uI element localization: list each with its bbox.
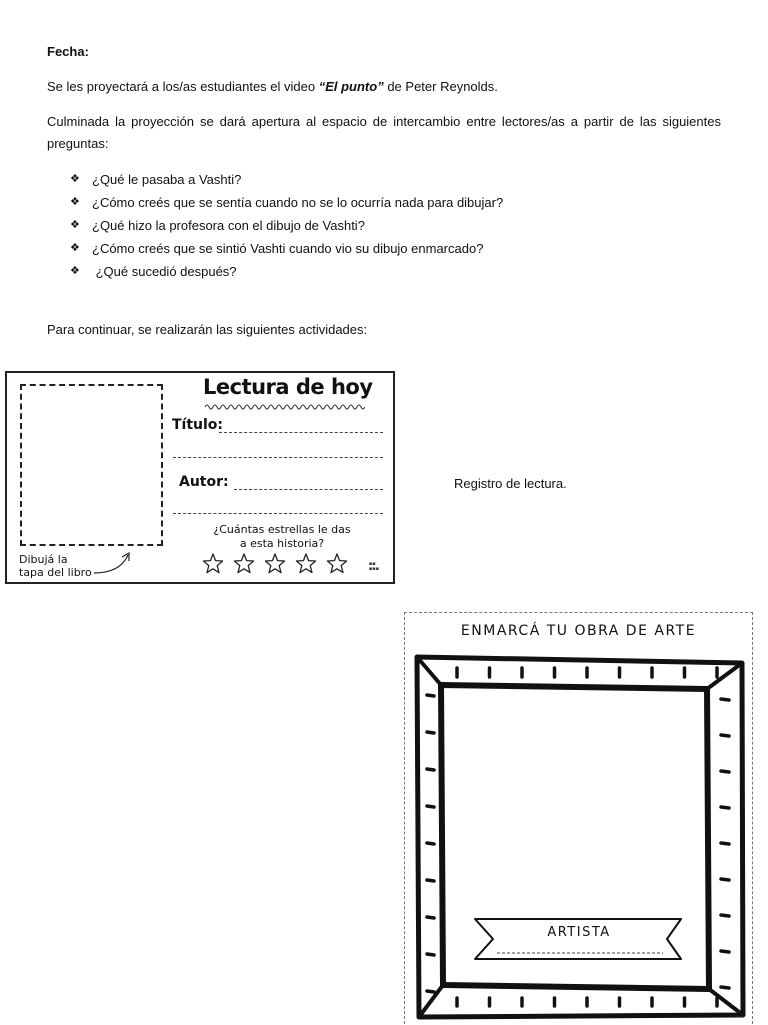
draw-cover-caption	[19, 553, 92, 579]
author-field-line[interactable]	[234, 489, 383, 490]
publisher-logo-icon: ▪▪ ▪▪▪	[736, 1009, 742, 1020]
author-field-label: Autor:	[179, 474, 229, 490]
questions-list	[70, 168, 503, 283]
diamond-bullet-icon: ❖	[70, 265, 80, 277]
reading-log-title: Lectura de hoy	[203, 375, 373, 399]
stars-question	[197, 523, 367, 551]
frame-dash-mark	[721, 987, 729, 988]
title-field-line[interactable]	[219, 432, 383, 433]
star-outline-icon[interactable]	[294, 552, 318, 576]
list-item	[70, 214, 503, 237]
question-text: ¿Cómo creés que se sentía cuando no se lo ocurría nada para dibujar?	[92, 195, 504, 210]
frame-dash-mark	[721, 807, 729, 808]
list-item	[70, 260, 503, 283]
list-item	[70, 191, 503, 214]
artist-label: ARTISTA	[547, 925, 611, 940]
diamond-bullet-icon: ❖	[70, 219, 80, 231]
list-item	[70, 237, 503, 260]
star-outline-icon[interactable]	[232, 552, 256, 576]
draw-cover-line2: tapa del libro	[19, 566, 92, 579]
frame-dash-mark	[721, 771, 729, 772]
art-frame-sheet	[404, 612, 753, 1024]
title-field-line-2[interactable]	[173, 457, 383, 458]
intro-before: Se les proyectará a los/as estudiantes el video	[47, 79, 319, 94]
reading-log-caption: Registro de lectura.	[454, 476, 567, 491]
book-cover-drawing-area[interactable]	[20, 384, 163, 546]
diamond-bullet-icon: ❖	[70, 242, 80, 254]
frame-dash-mark	[427, 732, 434, 733]
frame-dash-mark	[427, 954, 434, 955]
frame-dash-mark	[427, 769, 434, 770]
star-rating[interactable]	[201, 552, 349, 576]
diamond-bullet-icon: ❖	[70, 196, 80, 208]
frame-dash-mark	[721, 915, 729, 916]
frame-dash-mark	[427, 991, 434, 992]
picture-frame-icon	[405, 613, 754, 1025]
stars-question-line1: ¿Cuántas estrellas le das	[213, 523, 351, 536]
frame-dash-mark	[427, 695, 434, 696]
star-outline-icon[interactable]	[201, 552, 225, 576]
video-title: “El punto”	[318, 79, 384, 94]
question-text: ¿Qué sucedió después?	[92, 264, 237, 279]
intro-after: de Peter Reynolds.	[383, 79, 498, 94]
star-outline-icon[interactable]	[263, 552, 287, 576]
author-field-line-2[interactable]	[173, 513, 383, 514]
exchange-paragraph: Culminada la proyección se dará apertura al espacio de intercambio entre lectores/as a partir de las siguientes preguntas:	[47, 114, 721, 151]
frame-dash-mark	[721, 879, 729, 880]
date-label: Fecha:	[47, 44, 89, 59]
frame-dash-mark	[427, 843, 434, 844]
list-item	[70, 168, 503, 191]
draw-cover-line1: Dibujá la	[19, 553, 68, 566]
frame-dash-mark	[721, 699, 729, 700]
reading-log-card	[5, 371, 395, 584]
question-text: ¿Cómo creés que se sintió Vashti cuando vio su dibujo enmarcado?	[92, 241, 484, 256]
continue-paragraph: Para continuar, se realizarán las siguientes actividades:	[47, 322, 368, 337]
stars-question-line2: a esta historia?	[239, 537, 325, 550]
star-outline-icon[interactable]	[325, 552, 349, 576]
question-text: ¿Qué hizo la profesora con el dibujo de Vashti?	[92, 218, 365, 233]
frame-dash-mark	[427, 880, 434, 881]
title-field-label: Título:	[172, 417, 224, 433]
publisher-logo-icon: ▪▪ ▪▪▪	[368, 561, 379, 572]
frame-dash-mark	[721, 735, 729, 736]
intro-paragraph	[47, 76, 498, 98]
art-frame-title: ENMARCÁ TU OBRA DE ARTE	[460, 623, 697, 639]
frame-dash-mark	[427, 917, 434, 918]
curved-arrow-icon	[92, 551, 132, 577]
frame-dash-mark	[721, 951, 729, 952]
diamond-bullet-icon: ❖	[70, 173, 80, 185]
question-text: ¿Qué le pasaba a Vashti?	[92, 172, 242, 187]
frame-dash-mark	[427, 806, 434, 807]
frame-dash-mark	[721, 843, 729, 844]
squiggle-underline-icon	[205, 403, 365, 411]
